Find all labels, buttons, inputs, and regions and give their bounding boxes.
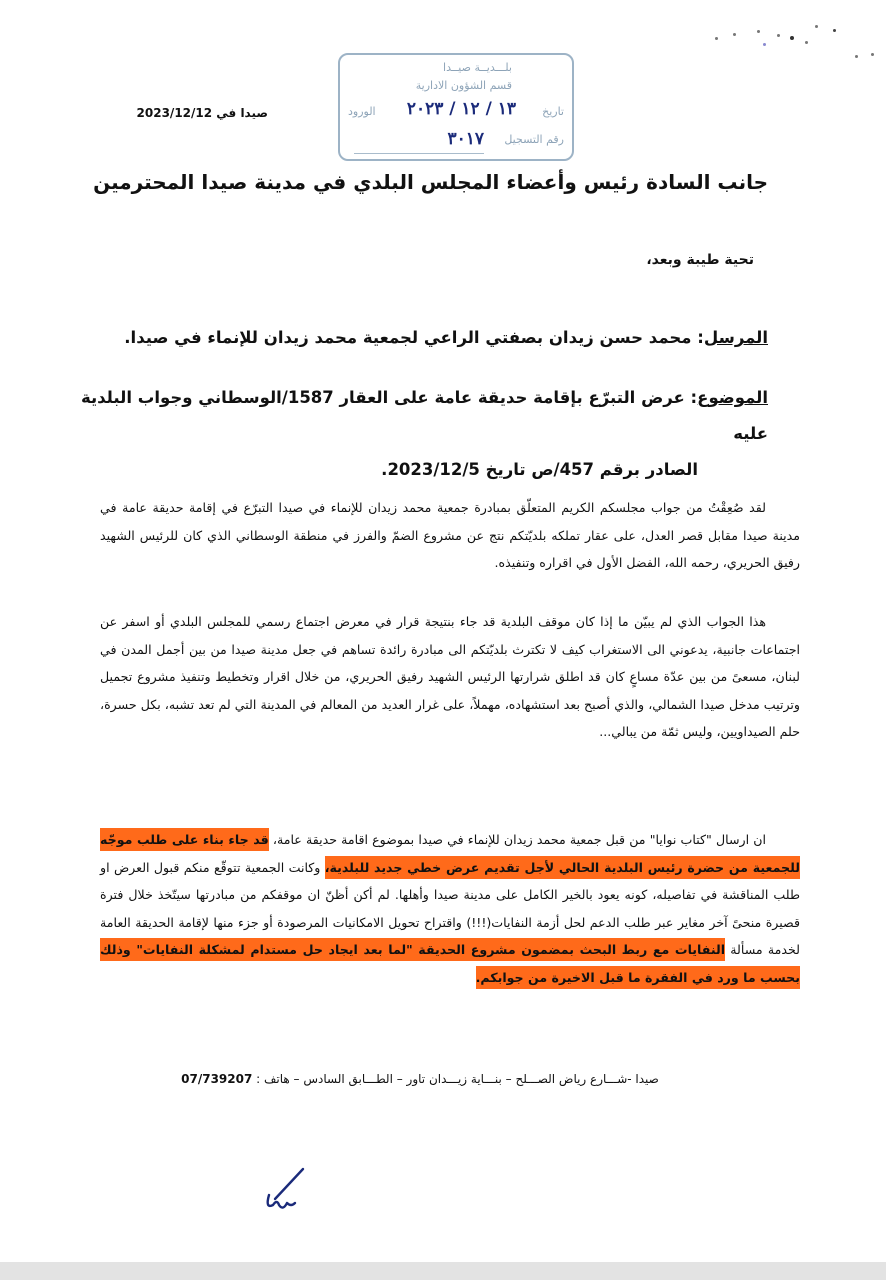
addressee: جانب السادة رئيس وأعضاء المجلس البلدي في مدينة صيدا المحترمين — [93, 170, 768, 194]
scan-specks — [705, 25, 875, 65]
stamp-date-label: تاريخ — [542, 105, 564, 118]
subject-line — [68, 380, 768, 488]
sender-line — [68, 328, 768, 347]
stamp-handwritten-registration: ٣٠١٧ — [447, 129, 484, 149]
footer-phone: 07/739207 — [181, 1072, 253, 1086]
body-paragraph-1 — [100, 494, 800, 577]
subject-text: : عرض التبرّع بإقامة حديقة عامة على العقار 1587/الوسطاني وجواب البلدية عليه — [80, 388, 768, 443]
paragraph-1-text: لقد صُعِقْتُ من جواب مجلسكم الكريم المتعلّق بمبادرة جمعية محمد زيدان للإنماء في صيدا التبرّع في إقامة حديقة عامة في مدينة صيدا مقابل قصر العدل، على عقار تملكه بلديّتكم نتج عن مشروع الضمّ والفرز في منطقة الوسطاني الذي كان للرئيس الشهيد رفيق الحريري، رحمه الله، الفضل الأول في اقراره وتنفيذه. — [100, 500, 800, 570]
stamp-municipality: بلـــديــة صيــدا — [443, 61, 512, 74]
letter-date: صيدا في 2023/12/12 — [136, 106, 268, 120]
highlighted-text-2: النفايات مع ربط البحث بمضمون مشروع الحديقة "لما بعد ايجاد حل مستدام لمشكلة النفايات" وذلك بحسب ما ورد في الفقرة ما قبل الاخيرة من جوابكم. — [100, 938, 800, 989]
stamp-registration-label: رقم التسجيل — [504, 133, 564, 146]
subject-continuation: الصادر برقم 457/ص تاريخ 2023/12/5. — [381, 460, 698, 479]
footer-address-text: صيدا -شـــارع رياض الصـــلح – بنـــاية زيـــدان تاور – الطـــابق السادس – هاتف : — [252, 1072, 659, 1086]
paragraph-3-part-2: وكانت الجمعية تتوقّع منكم قبول العرض او طلب المناقشة في تفاصيله، كونه يعود بالخير الكامل على مدينة صيدا وأهلها. لم أكن أظنّ ان موقفكم من مبادرتها سيتّخذ خلال فترة قصيرة منحىً آخر مغاير عبر طلب الدعم لحل أزمة النفايات(!!!) واقتراح تحويل الامكانيات المرصودة أو جزء منها لإقامة الحديقة العامة لخدمة مسألة — [100, 859, 800, 957]
sender-label: المرسل — [703, 328, 768, 347]
registration-stamp — [338, 53, 574, 161]
sender-text: : محمد حسن زيدان بصفتي الراعي لجمعية محمد زيدان للإنماء في صيدا. — [124, 328, 704, 347]
subject-label: الموضوع — [697, 388, 768, 407]
paragraph-3-part-1: ان ارسال "كتاب نوايا" من قبل جمعية محمد زيدان للإنماء في صيدا بموضوع اقامة حديقة عامة، — [268, 832, 766, 847]
stamp-handwritten-date: ١٣ / ١٢ / ٢٠٢٣ — [406, 99, 516, 119]
highlighted-text-1: قد جاء بناء على طلب موجّه للجمعية من حضرة رئيس البلدية الحالي لأجل تقديم عرض خطي جديد للبلدية، — [100, 828, 800, 879]
greeting: تحية طيبة وبعد، — [646, 252, 754, 268]
body-paragraph-2 — [100, 608, 800, 746]
paragraph-2-text: هذا الجواب الذي لم يبيّن ما إذا كان موقف البلدية قد جاء بنتيجة قرار في معرض اجتماع رسمي للمجلس البلدي أو اسفر عن اجتماعات جانبية، يدعوني الى الاستغراب كيف لا تكترث بلديّتكم الى مبادرة رائدة تساهم في جعل مدينة صيدا من بين أجمل المدن في لبنان، مسعىً من بين عدّة مساعٍ كان قد اطلق شرارتها الرئيس الشهيد رفيق الحريري، من خلال اقرار وتخطيط وتنفيذ مشروع تجميل وترتيب مدخل صيدا الشمالي، والذي أصبح بعد استشهاده، مهملاً، على غرار العديد من المعالم في المدينة التي لم تعد تشبه، بكل حسرة، حلم الصيداويين، وليس ثمّة من يبالي... — [100, 614, 800, 739]
signature — [255, 1165, 315, 1215]
bottom-edge — [0, 1262, 886, 1280]
stamp-incoming-label: الورود — [348, 105, 376, 118]
stamp-rule — [354, 153, 484, 154]
stamp-department: قسم الشؤون الادارية — [415, 79, 512, 92]
footer-address — [160, 1072, 680, 1086]
body-paragraph-3 — [100, 826, 800, 991]
